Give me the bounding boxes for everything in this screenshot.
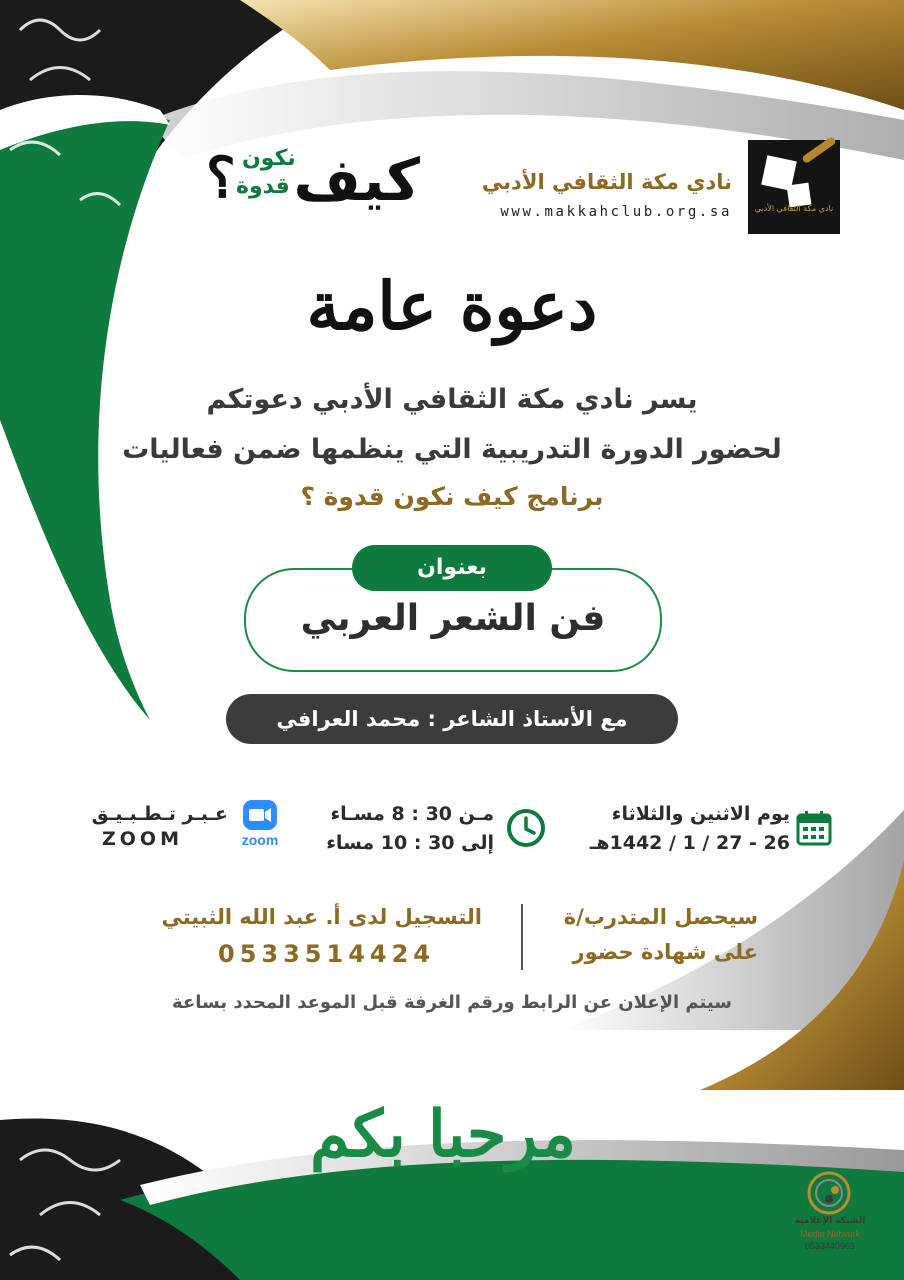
course-title: فن الشعر العربي [300,598,606,639]
certificate-line-1: سيحصل المتدرب/ة [563,905,758,929]
announcement-note: سيتم الإعلان عن الرابط ورقم الغرفة قبل الموعد المحدد بساعة [172,992,732,1013]
club-logo [748,140,840,234]
intro-line-1: يسر نادي مكة الثقافي الأدبي دعوتكم [206,384,698,415]
schedule-via: عـبـر تـطـبـيـق [91,803,228,825]
schedule-app: ZOOM [102,828,183,850]
club-logo-text: نادي مكة الثقافي الأدبي [754,204,834,213]
calendar-icon [796,810,832,846]
schedule-days: يوم الاثنين والثلاثاء [611,803,790,825]
media-network-name-en: Media Network [799,1229,861,1239]
welcome-text: مرحبا بكم [310,1097,576,1172]
invitation-title: دعوة عامة [306,267,598,345]
media-network-name-ar: الشبكة الإعلامية [794,1216,866,1226]
club-url[interactable]: www.makkahclub.org.sa [500,204,732,220]
intro-line-3: برنامج كيف نكون قدوة ؟ [300,482,604,511]
clock-icon [506,808,546,848]
registration-label: التسجيل لدى أ. عبد الله الثبيتي [161,905,482,929]
club-name: نادي مكة الثقافي الأدبي [481,170,732,194]
schedule-time-from: مـن 30 : 8 مسـاء [330,803,494,825]
program-logo-word: كيف [293,146,420,214]
media-network-logo [806,1170,852,1216]
course-title-label: بعنوان [352,545,552,591]
schedule-time-to: إلى 30 : 10 مساء [326,832,494,854]
program-logo [206,140,420,220]
certificate-line-2: على شهادة حضور [572,940,758,964]
program-logo-line1: نكون [242,146,296,171]
brush-stroke [801,136,837,164]
intro-line-2: لحضور الدورة التدريبية التي ينظمها ضمن فعاليات [122,434,782,465]
schedule-dates: 26 - 27 / 1 / 1442هـ [589,832,790,854]
program-logo-question-mark: ؟ [206,145,236,211]
registration-phone[interactable]: 0533514424 [218,940,435,968]
zoom-logo-word: zoom [241,832,279,848]
program-logo-line2: قدوة [236,174,290,199]
media-network-phone: 0533440969 [804,1241,856,1251]
divider [521,904,523,970]
speaker-badge: مع الأستاذ الشاعر : محمد العرافي [226,694,678,744]
